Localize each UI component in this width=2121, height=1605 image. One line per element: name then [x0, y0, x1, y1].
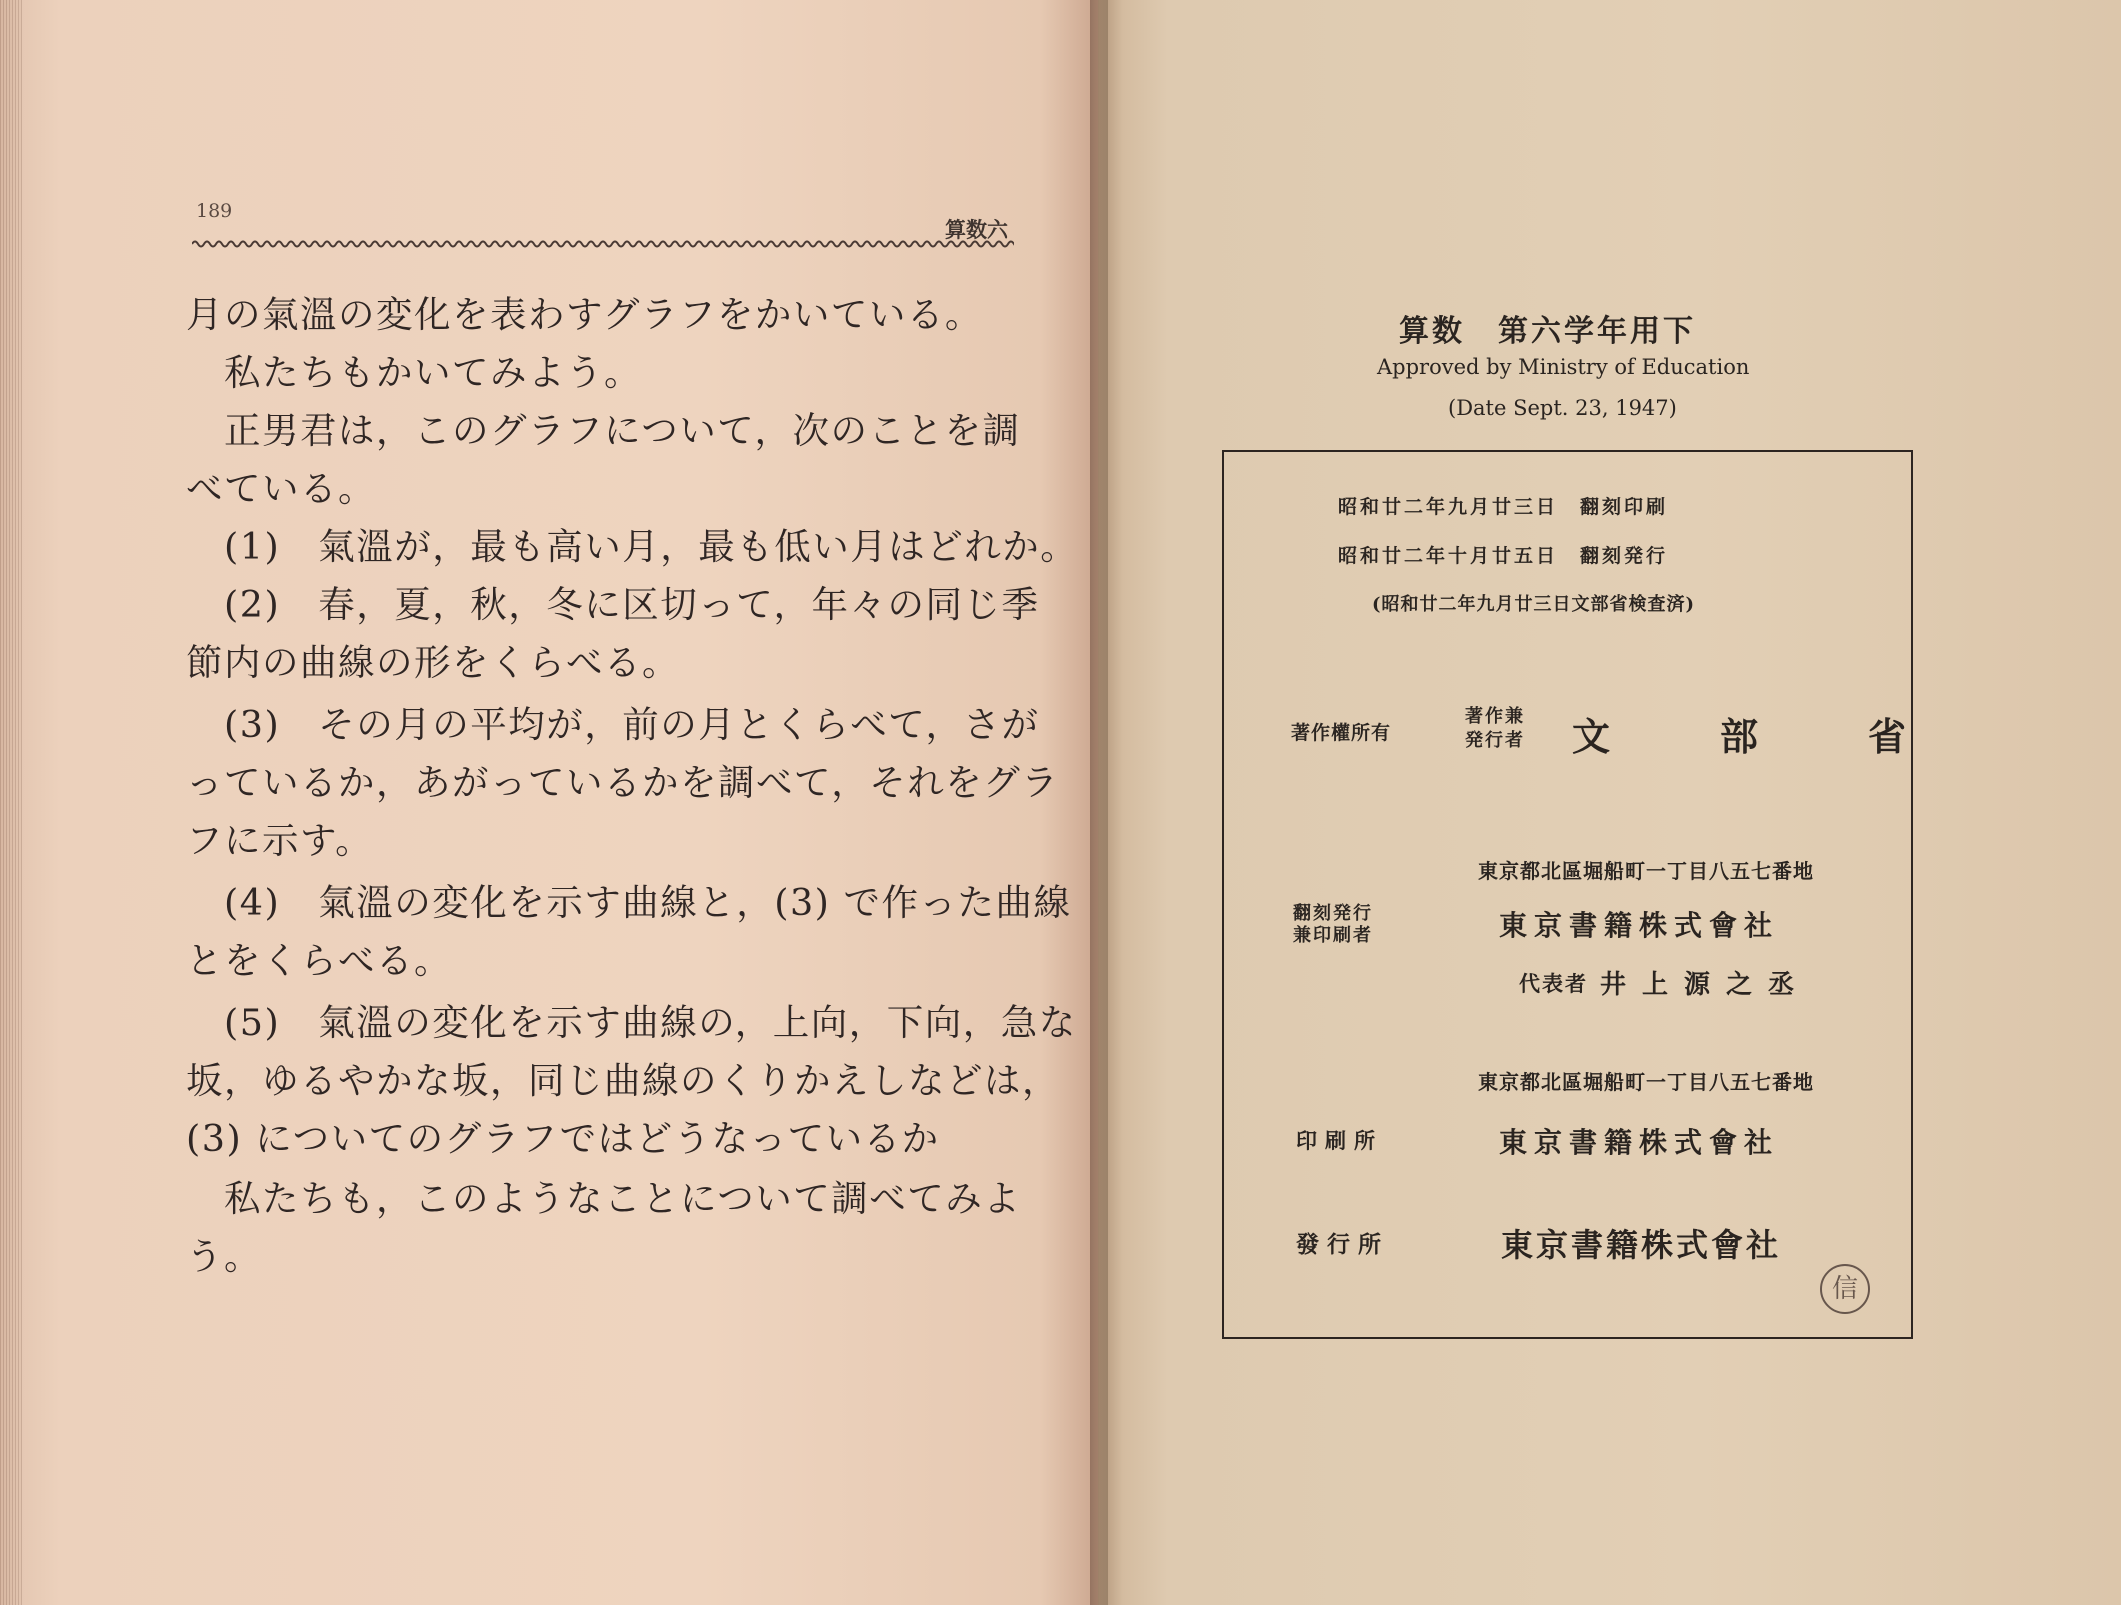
text-line: 私たちもかいてみよう。 — [186, 351, 642, 394]
copyright-label: 著作權所有 — [1291, 722, 1392, 744]
book-title: 算数 第六学年用下 — [1399, 314, 1696, 349]
text-line: 私たちも，このようなことについて調べてみよ — [186, 1177, 1022, 1220]
text-line: 坂，ゆるやかな坂，同じ曲線のくりかえしなどは， — [186, 1059, 1060, 1102]
text-line: とをくらべる。 — [186, 939, 452, 982]
text-line: フに示す。 — [186, 819, 374, 862]
page-number: 189 — [196, 200, 233, 222]
representative-name: 井上源之丞 — [1600, 970, 1811, 1000]
wavy-rule — [192, 236, 1014, 252]
author-publisher: 文 部 省 — [1572, 714, 1943, 759]
approval-line: Approved by Ministry of Education — [1377, 355, 1750, 379]
printer-address: 東京都北區堀船町一丁目八五七番地 — [1478, 1070, 1814, 1094]
author-publisher-label: 著作兼 — [1465, 706, 1525, 727]
reprint-label: 翻刻発行 — [1293, 903, 1373, 924]
publisher-seal: 信 — [1820, 1264, 1870, 1314]
text-line: (2) 春，夏，秋，冬に区切って，年々の同じ季 — [186, 583, 1040, 626]
printer-label: 印刷所 — [1296, 1128, 1383, 1153]
author-publisher-label: 発行者 — [1465, 730, 1525, 751]
text-line: (3) についてのグラフではどうなっているか — [186, 1117, 940, 1160]
reprint-address: 東京都北區堀船町一丁目八五七番地 — [1478, 859, 1814, 883]
printing-date: 昭和廿二年九月廿三日 翻刻印刷 — [1338, 496, 1669, 518]
text-line: う。 — [186, 1235, 262, 1278]
text-line: (3) その月の平均が，前の月とくらべて，さが — [186, 703, 1040, 746]
text-line: っているか，あがっているかを調べて，それをグラ — [186, 761, 1060, 804]
text-line: 月の氣溫の変化を表わすグラフをかいている。 — [186, 293, 983, 336]
reprint-label: 兼印刷者 — [1293, 925, 1373, 946]
representative-label: 代表者 — [1519, 971, 1588, 996]
reprint-company: 東京書籍株式會社 — [1499, 909, 1780, 942]
inspection-note: (昭和廿二年九月廿三日文部省検査済) — [1372, 594, 1696, 615]
approval-date: (Date Sept. 23, 1947) — [1448, 396, 1677, 420]
text-line: べている。 — [186, 467, 376, 510]
imprint-box — [1222, 450, 1913, 1339]
text-line: (4) 氣溫の変化を示す曲線と，(3) で作った曲線 — [186, 881, 1072, 924]
issuer-label: 發行所 — [1296, 1231, 1389, 1258]
printer-company: 東京書籍株式會社 — [1499, 1126, 1780, 1159]
text-line: 正男君は，このグラフについて，次のことを調 — [186, 409, 1021, 452]
text-line: (5) 氣溫の変化を示す曲線の，上向，下向，急な — [186, 1001, 1077, 1044]
text-line: (1) 氣溫が，最も高い月，最も低い月はどれか。 — [186, 525, 1079, 568]
running-head: 算数六 — [945, 217, 1008, 242]
issuer-company: 東京書籍株式會社 — [1501, 1226, 1782, 1264]
page-edges — [0, 0, 22, 1605]
book-gutter — [1090, 0, 1108, 1605]
text-line: 節内の曲線の形をくらべる。 — [186, 641, 680, 684]
publishing-date: 昭和廿二年十月廿五日 翻刻発行 — [1338, 545, 1669, 567]
